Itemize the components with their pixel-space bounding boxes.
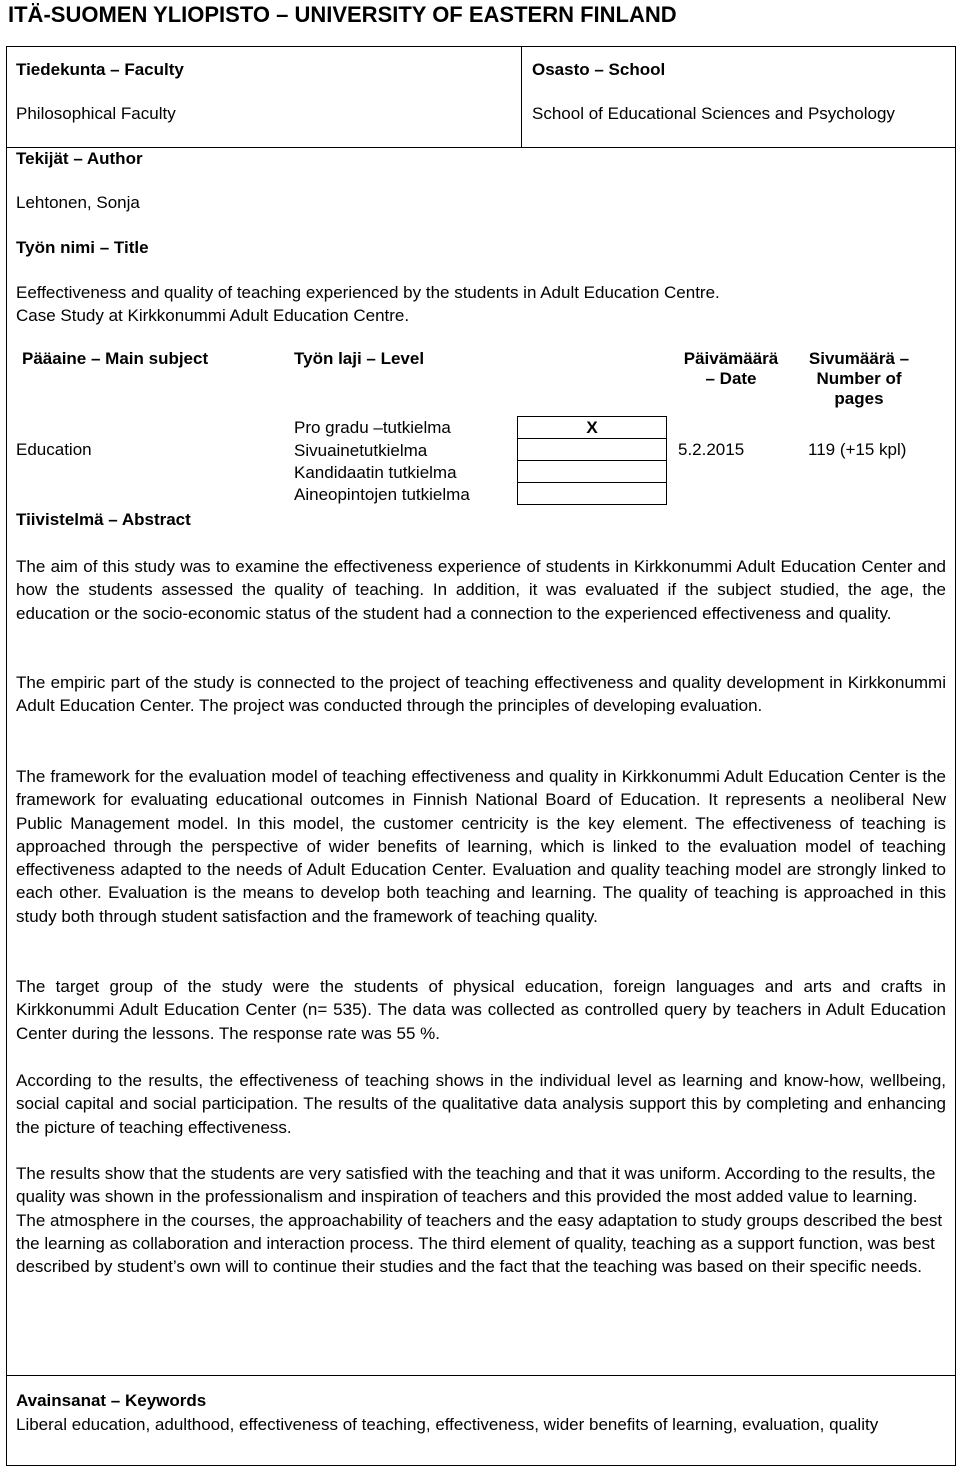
abstract-paragraph-5: According to the results, the effectiveness of teaching shows in the individual level as learning and know-how, wellbeing, social capital and social participation. The results of the qualitative data analysis support this by completing and enhancing the picture of teaching effectiveness.: [16, 1071, 946, 1137]
level-checkbox-aineopintojen[interactable]: [517, 482, 667, 505]
level-option-kandidaatin: Kandidaatin tutkielma: [294, 463, 457, 482]
abstract-paragraph-3: The framework for the evaluation model of teaching effectiveness and quality in Kirkkonummi Adult Education Center is the framework for evaluating educational outcomes in Finnish National Board of Education. It represents a neoliberal New Public Management model. In this model, the customer centricity is the key element. The effectiveness of teaching is approached through the perspective of wider benefits of learning, which is linked to the evaluation model of teaching effectiveness adapted to the needs of Adult Education Center. Evaluation and quality teaching model are strongly linked to each other. Evaluation is the means to develop both teaching and learning. The quality of teaching is approached in this study both through student satisfaction and the framework of teaching quality.: [16, 767, 946, 926]
abstract-paragraph-2: The empiric part of the study is connected to the project of teaching effectiveness and quality development in Kirkkonummi Adult Education Center. The project was conducted through the principles of developing evaluation.: [16, 673, 946, 716]
pages-value: 119 (+15 kpl): [808, 440, 907, 459]
date-label: [670, 349, 792, 389]
divider: [7, 147, 955, 148]
date-value: 5.2.2015: [678, 440, 745, 459]
level-checkbox-kandidaatin[interactable]: [517, 460, 667, 483]
school-label: Osasto – School: [532, 60, 666, 79]
level-option-aineopintojen: Aineopintojen tutkielma: [294, 485, 470, 504]
pages-label-line-1: Sivumäärä –: [808, 349, 910, 368]
pages-label-line-3: pages: [834, 389, 884, 408]
main-subject-label: Pääaine – Main subject: [22, 349, 209, 368]
main-subject-value: Education: [16, 440, 92, 459]
author-label: Tekijät – Author: [16, 149, 143, 168]
keywords-value: Liberal education, adulthood, effectiveness of teaching, effectiveness, wider benefits of learning, evaluation, quality: [16, 1415, 879, 1434]
abstract-paragraph-1: The aim of this study was to examine the effectiveness experience of students in Kirkkonummi Adult Education Center and how the students assessed the quality of teaching. In addition, it was evaluated if the subject studied, the age, the education or the socio-economic status of the student had a connection to the experienced effectiveness and quality.: [16, 557, 946, 623]
title-label: Työn nimi – Title: [16, 238, 149, 257]
divider: [7, 1375, 955, 1376]
abstract-paragraph-6: The results show that the students are very satisfied with the teaching and that it was uniform. According to the results, the quality was shown in the professionalism and inspiration of teachers and this provided the most added value to learning. The atmosphere in the courses, the approachability of teachers and the easy adaptation to study groups described the best the learning as collaboration and interaction process. The third element of quality, teaching as a support function, was best described by student’s own will to continue their studies and the fact that the teaching was based on their specific needs.: [16, 1164, 943, 1277]
level-label: Työn laji – Level: [294, 349, 425, 368]
level-option-sivuaine: Sivuainetutkielma: [294, 441, 428, 460]
level-option-pro-gradu: Pro gradu –tutkielma: [294, 418, 451, 437]
university-heading: ITÄ-SUOMEN YLIOPISTO – UNIVERSITY OF EASTERN FINLAND: [8, 2, 677, 27]
title-line-2: Case Study at Kirkkonummi Adult Education Centre.: [16, 306, 410, 325]
abstract-paragraph-4: The target group of the study were the students of physical education, foreign languages and arts and crafts in Kirkkonummi Adult Education Center (n= 535). The data was collected as controlled query by teachers in Adult Education Center during the lessons. The response rate was 55 %.: [16, 977, 946, 1043]
date-label-line-2: – Date: [705, 369, 757, 388]
pages-label-line-2: Number of: [816, 369, 902, 388]
level-mark-pro-gradu: X: [586, 418, 598, 437]
school-value: School of Educational Sciences and Psychology: [532, 104, 895, 123]
date-label-line-1: Päivämäärä: [683, 349, 779, 368]
faculty-label: Tiedekunta – Faculty: [16, 60, 184, 79]
level-checkbox-sivuaine[interactable]: [517, 438, 667, 461]
author-value: Lehtonen, Sonja: [16, 193, 140, 212]
faculty-value: Philosophical Faculty: [16, 104, 176, 123]
pages-label: [796, 349, 922, 409]
keywords-label: Avainsanat – Keywords: [16, 1391, 207, 1410]
title-line-1: Eeffectiveness and quality of teaching experienced by the students in Adult Education Centre.: [16, 283, 720, 302]
abstract-label: Tiivistelmä – Abstract: [16, 510, 191, 529]
level-checkbox-pro-gradu[interactable]: [517, 416, 667, 439]
divider: [521, 47, 522, 147]
